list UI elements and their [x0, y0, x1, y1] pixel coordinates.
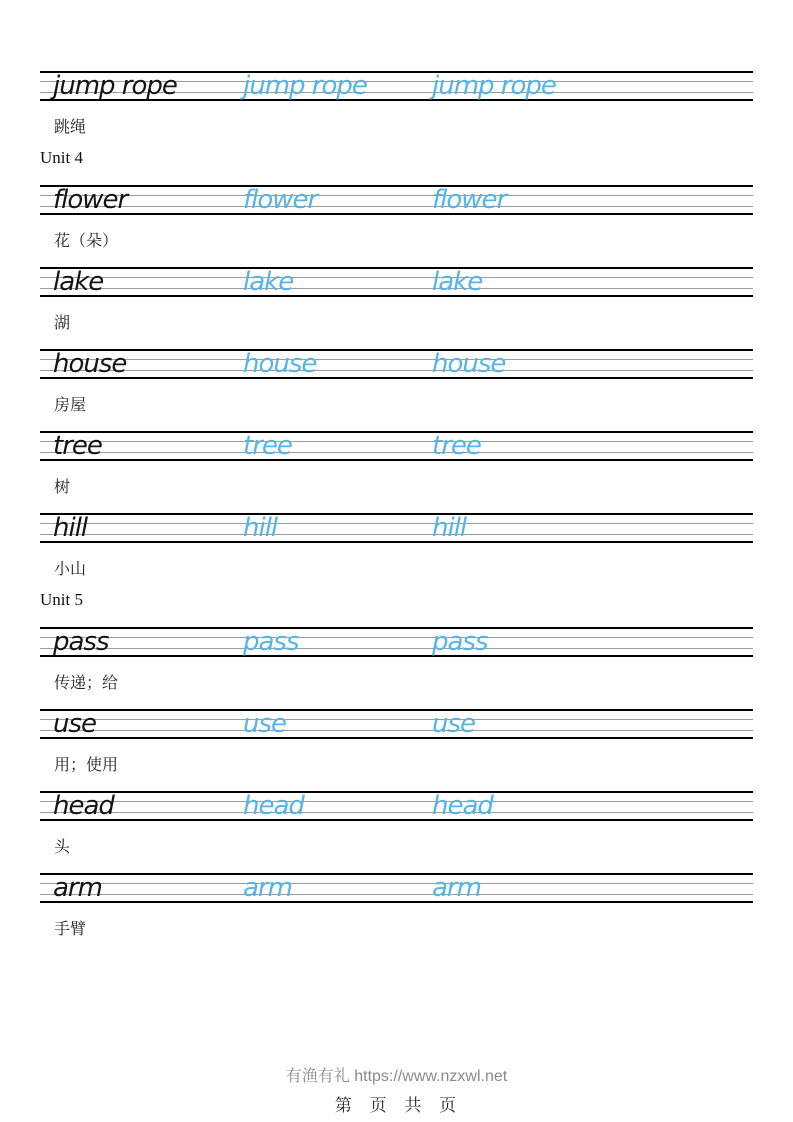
word-block — [40, 709, 753, 776]
word-trace-2: pass — [432, 627, 488, 657]
word-trace-1: tree — [243, 431, 292, 461]
word-block — [40, 873, 753, 940]
word-trace-2: lake — [432, 267, 483, 297]
word-trace-2: arm — [432, 873, 481, 903]
word-translation: 手臂 — [54, 919, 87, 938]
footer-credit: 有渔有礼 https://www.nzxwl.net — [285, 1068, 508, 1085]
word-block — [40, 185, 753, 252]
word-model: head — [53, 791, 114, 821]
unit-label: Unit 4 — [40, 148, 83, 167]
word-list — [40, 71, 753, 955]
writing-guide-lines — [40, 513, 753, 543]
word-trace-2: flower — [432, 185, 507, 215]
word-trace-1: head — [243, 791, 304, 821]
word-trace-1: house — [243, 349, 317, 379]
word-trace-1: flower — [243, 185, 318, 215]
word-model: use — [53, 709, 97, 739]
word-translation: 湖 — [54, 313, 71, 332]
footer — [0, 1066, 793, 1117]
writing-guide-lines — [40, 709, 753, 739]
word-model: flower — [53, 185, 128, 215]
word-model: hill — [53, 513, 88, 543]
word-trace-1: hill — [243, 513, 278, 543]
word-block — [40, 71, 753, 169]
word-model: tree — [53, 431, 102, 461]
word-trace-2: jump rope — [432, 71, 556, 101]
word-block — [40, 513, 753, 611]
word-translation: 树 — [54, 477, 71, 496]
word-block — [40, 431, 753, 498]
word-model: jump rope — [53, 71, 177, 101]
word-model: house — [53, 349, 127, 379]
word-translation: 花（朵） — [54, 231, 119, 250]
unit-label: Unit 5 — [40, 590, 83, 609]
writing-guide-lines — [40, 791, 753, 821]
word-translation: 房屋 — [54, 395, 87, 414]
writing-guide-lines — [40, 71, 753, 101]
word-trace-1: use — [243, 709, 287, 739]
writing-guide-lines — [40, 627, 753, 657]
writing-guide-lines — [40, 185, 753, 215]
writing-guide-lines — [40, 267, 753, 297]
word-block — [40, 349, 753, 416]
footer-page-label: 第 页 共 页 — [334, 1096, 459, 1115]
word-model: arm — [53, 873, 102, 903]
word-trace-2: tree — [432, 431, 481, 461]
word-trace-2: house — [432, 349, 506, 379]
writing-guide-lines — [40, 349, 753, 379]
word-translation: 跳绳 — [54, 117, 87, 136]
word-block — [40, 791, 753, 858]
word-model: pass — [53, 627, 109, 657]
word-translation: 小山 — [54, 559, 87, 578]
word-translation: 传递；给 — [54, 673, 119, 692]
word-trace-1: pass — [243, 627, 299, 657]
word-trace-2: use — [432, 709, 476, 739]
word-trace-2: hill — [432, 513, 467, 543]
word-translation: 用；使用 — [54, 755, 119, 774]
word-block — [40, 627, 753, 694]
word-trace-1: jump rope — [243, 71, 367, 101]
word-block — [40, 267, 753, 334]
word-trace-1: arm — [243, 873, 292, 903]
word-translation: 头 — [54, 837, 71, 856]
word-trace-1: lake — [243, 267, 294, 297]
writing-guide-lines — [40, 873, 753, 903]
writing-guide-lines — [40, 431, 753, 461]
word-trace-2: head — [432, 791, 493, 821]
word-model: lake — [53, 267, 104, 297]
